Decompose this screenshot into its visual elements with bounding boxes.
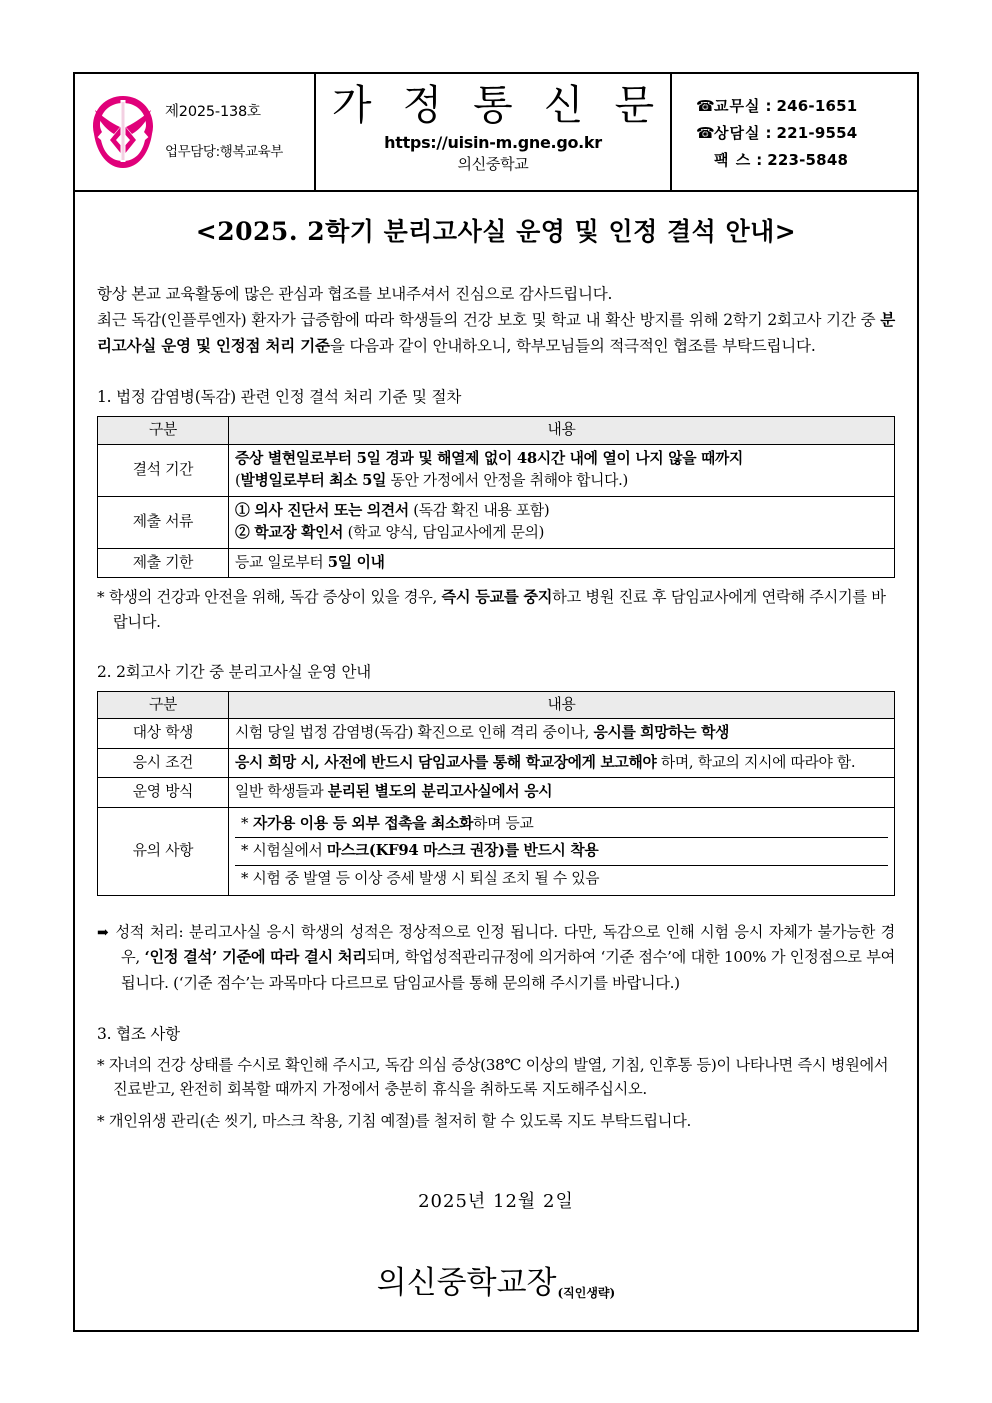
row-value-exam-conditions bbox=[229, 748, 895, 777]
table-row bbox=[98, 548, 895, 577]
newsletter-title: 가 정 통 신 문 bbox=[331, 81, 664, 129]
table-row bbox=[98, 748, 895, 777]
row-key-precautions: 유의 사항 bbox=[98, 807, 229, 895]
precaution-bold-1: 자가용 이용 등 외부 접촉을 최소화 bbox=[248, 814, 474, 832]
documents-bold-1: ① 의사 진단서 또는 의견서 bbox=[235, 501, 409, 519]
contact-number: 246-1651 bbox=[776, 96, 858, 115]
grade-note-part2: 되며, 학업성적관리규정에 의거하여 ‘기준 점수’에 대한 100% 가 인정점으로 부여 됩니다. (‘기준 점수’는 과목마다 다르므로 담임교사를 통해 문의해 주시기를 바랍니다.) bbox=[121, 948, 896, 992]
contact-number: 223-5848 bbox=[767, 150, 849, 169]
row-value-deadline bbox=[229, 548, 895, 577]
precaution-item-3 bbox=[235, 866, 888, 892]
note-text-b: 하고 병원 진료 후 담임교사에게 연락해 주시기를 바랍니다. bbox=[113, 588, 886, 631]
precaution-star: * bbox=[241, 814, 249, 832]
precaution-plain-1: 하며 등교 bbox=[473, 814, 534, 832]
row-value-documents bbox=[229, 496, 895, 548]
grade-note-bold: ‘인정 결석’ 기준에 따라 결시 처리 bbox=[144, 948, 367, 967]
column-header-category: 구분 bbox=[98, 417, 229, 444]
page-title: <2025. 2학기 분리고사실 운영 및 인정 결석 안내> bbox=[195, 217, 797, 246]
documents-line-2 bbox=[235, 522, 888, 544]
column-header-content: 내용 bbox=[229, 417, 895, 444]
masthead-left bbox=[75, 74, 316, 190]
section-3-heading: 3. 협조 사항 bbox=[97, 1024, 180, 1043]
table-header-row bbox=[98, 691, 895, 718]
precaution-star: * bbox=[241, 842, 249, 860]
documents-bold-2: ② 학교장 확인서 bbox=[235, 524, 344, 542]
row-key-operation-method: 운영 방식 bbox=[98, 778, 229, 807]
absence-period-bold: 증상 별현일로부터 5일 경과 및 해열제 없이 48시간 내에 열이 나지 않을 때까지 bbox=[235, 449, 744, 467]
note-text-bold: 즉시 등교를 중지 bbox=[441, 588, 553, 607]
separate-exam-room-table bbox=[97, 691, 895, 896]
section-1-note bbox=[97, 585, 895, 634]
document-body bbox=[75, 212, 917, 1302]
note-text-a: * 학생의 건강과 안전을 위해, 독감 증상이 있을 경우, bbox=[97, 588, 442, 607]
intro-text-bold: 분리고사실 운영 및 인정점 처리 기준 bbox=[97, 310, 895, 356]
documents-rest-1: (독감 확진 내용 포함) bbox=[408, 501, 550, 519]
table-header-row bbox=[98, 417, 895, 444]
conditions-bold: 응시 희망 시, 사전에 반드시 담임교사를 통해 학교장에게 보고해야 bbox=[235, 753, 657, 771]
contact-separator: : bbox=[756, 150, 763, 169]
row-value-precautions bbox=[229, 807, 895, 895]
table-row bbox=[98, 807, 895, 895]
masthead-contacts bbox=[672, 74, 917, 190]
contact-label: 팩 스 bbox=[714, 150, 752, 169]
contact-row-counseling bbox=[696, 122, 917, 143]
paren-open: ( bbox=[235, 472, 241, 490]
intro-text-a: 최근 독감(인플루엔자) 환자가 급증함에 따라 학생들의 건강 보호 및 학교 내 확산 방지를 위해 2학기 2회고사 기간 중 bbox=[97, 311, 881, 330]
operation-plain: 일반 학생들과 bbox=[235, 783, 328, 801]
row-value-operation-method bbox=[229, 778, 895, 807]
school-website-url[interactable]: https://uisin-m.gne.go.kr bbox=[384, 133, 602, 153]
deadline-bold: 5일 이내 bbox=[327, 553, 385, 571]
section-2-heading: 2. 2회고사 기간 중 분리고사실 운영 안내 bbox=[97, 662, 372, 681]
cooperation-item-1: * 자녀의 건강 상태를 수시로 확인해 주시고, 독감 의심 증상(38℃ 이상의 발열, 기침, 인후통 등)이 나타나면 즉시 병원에서 진료받고, 완전히 회복할 때까지 가정에서 충분히 휴식을 취하도록 지도해주십시오. bbox=[97, 1055, 889, 1099]
precaution-pre-2: 시험실에서 bbox=[248, 842, 327, 860]
masthead-center bbox=[316, 74, 672, 190]
section-1-heading: 1. 법정 감염병(독감) 관련 인정 결석 처리 기준 및 절차 bbox=[97, 388, 462, 407]
table-row bbox=[98, 496, 895, 548]
contact-number: 221-9554 bbox=[776, 123, 858, 142]
row-key-target-students: 대상 학생 bbox=[98, 719, 229, 748]
contact-separator: : bbox=[765, 96, 772, 115]
absence-period-line-1 bbox=[235, 448, 888, 470]
issue-date: 2025년 12월 2일 bbox=[418, 1190, 574, 1212]
table-row bbox=[98, 444, 895, 496]
contact-row-fax bbox=[696, 149, 917, 170]
contact-row-office bbox=[696, 95, 917, 116]
right-arrow-icon: ➡ bbox=[97, 925, 109, 942]
document-page bbox=[73, 72, 919, 1332]
signature-block bbox=[97, 1257, 895, 1302]
conditions-plain: 하며, 학교의 지시에 따라야 함. bbox=[656, 753, 856, 771]
absence-period-line-2 bbox=[235, 470, 888, 492]
precaution-pre-3: 시험 중 발열 등 이상 증세 발생 시 퇴실 조치 될 수 있음 bbox=[248, 869, 600, 887]
telephone-icon: ☎ bbox=[696, 96, 715, 115]
department-label: 업무담당:행복교육부 bbox=[165, 143, 283, 160]
masthead bbox=[75, 74, 917, 192]
contact-separator: : bbox=[765, 123, 772, 142]
target-plain: 시험 당일 법정 감염병(독감) 확진으로 인해 격리 중이나, bbox=[235, 724, 594, 742]
infection-criteria-table bbox=[97, 416, 895, 578]
table-row bbox=[98, 719, 895, 748]
cooperation-item-2: * 개인위생 관리(손 씻기, 마스크 착용, 기침 예절)를 철저히 할 수 있도록 지도 부탁드립니다. bbox=[97, 1111, 691, 1130]
grade-note-part1: 성적 처리: 분리고사실 응시 학생의 성적은 정상적으로 인정 됩니다. 다만, 독감으로 인해 시험 응시 자체가 불가능한 경우, bbox=[115, 923, 895, 967]
absence-period-bold-2: 발병일로부터 최소 5일 bbox=[240, 472, 387, 490]
intro-paragraph-2 bbox=[97, 307, 895, 359]
contact-label: 교무실 bbox=[714, 96, 761, 115]
row-key-documents: 제출 서류 bbox=[98, 496, 229, 548]
precaution-star: * bbox=[241, 869, 249, 887]
intro-paragraph-1: 항상 본교 교육활동에 많은 관심과 협조를 보내주셔서 진심으로 감사드립니다. bbox=[97, 285, 613, 303]
documents-line-1 bbox=[235, 500, 888, 522]
row-key-deadline: 제출 기한 bbox=[98, 548, 229, 577]
table-row bbox=[98, 778, 895, 807]
precaution-item-2 bbox=[235, 838, 888, 865]
operation-bold: 분리된 별도의 분리고사실에서 응시 bbox=[327, 783, 553, 801]
row-key-exam-conditions: 응시 조건 bbox=[98, 748, 229, 777]
documents-rest-2: (학교 양식, 담임교사에게 문의) bbox=[343, 524, 545, 542]
column-header-content: 내용 bbox=[229, 691, 895, 718]
deadline-plain: 등교 일로부터 bbox=[235, 553, 328, 571]
principal-title: 의신중학교장 bbox=[376, 1264, 557, 1301]
row-value-absence-period bbox=[229, 444, 895, 496]
row-value-target-students bbox=[229, 719, 895, 748]
absence-period-rest: 동안 가정에서 안정을 취해야 합니다.) bbox=[386, 472, 628, 490]
precaution-item-1 bbox=[235, 811, 888, 838]
grade-handling-note bbox=[97, 920, 895, 996]
precaution-bold-2: 마스크(KF94 마스크 권장)를 반드시 착용 bbox=[326, 842, 599, 860]
document-number: 제2025-138호 bbox=[165, 103, 261, 120]
target-bold: 응시를 희망하는 학생 bbox=[593, 724, 730, 742]
seal-omitted-note: (직인생략) bbox=[557, 1285, 616, 1300]
school-logo-icon bbox=[89, 90, 157, 174]
school-name: 의신중학교 bbox=[457, 155, 529, 174]
column-header-category: 구분 bbox=[98, 691, 229, 718]
intro-text-c: 을 다음과 같이 안내하오니, 학부모님들의 적극적인 협조를 부탁드립니다. bbox=[329, 337, 816, 356]
contact-label: 상담실 bbox=[714, 123, 761, 142]
row-key-absence-period: 결석 기간 bbox=[98, 444, 229, 496]
telephone-icon: ☎ bbox=[696, 123, 715, 142]
